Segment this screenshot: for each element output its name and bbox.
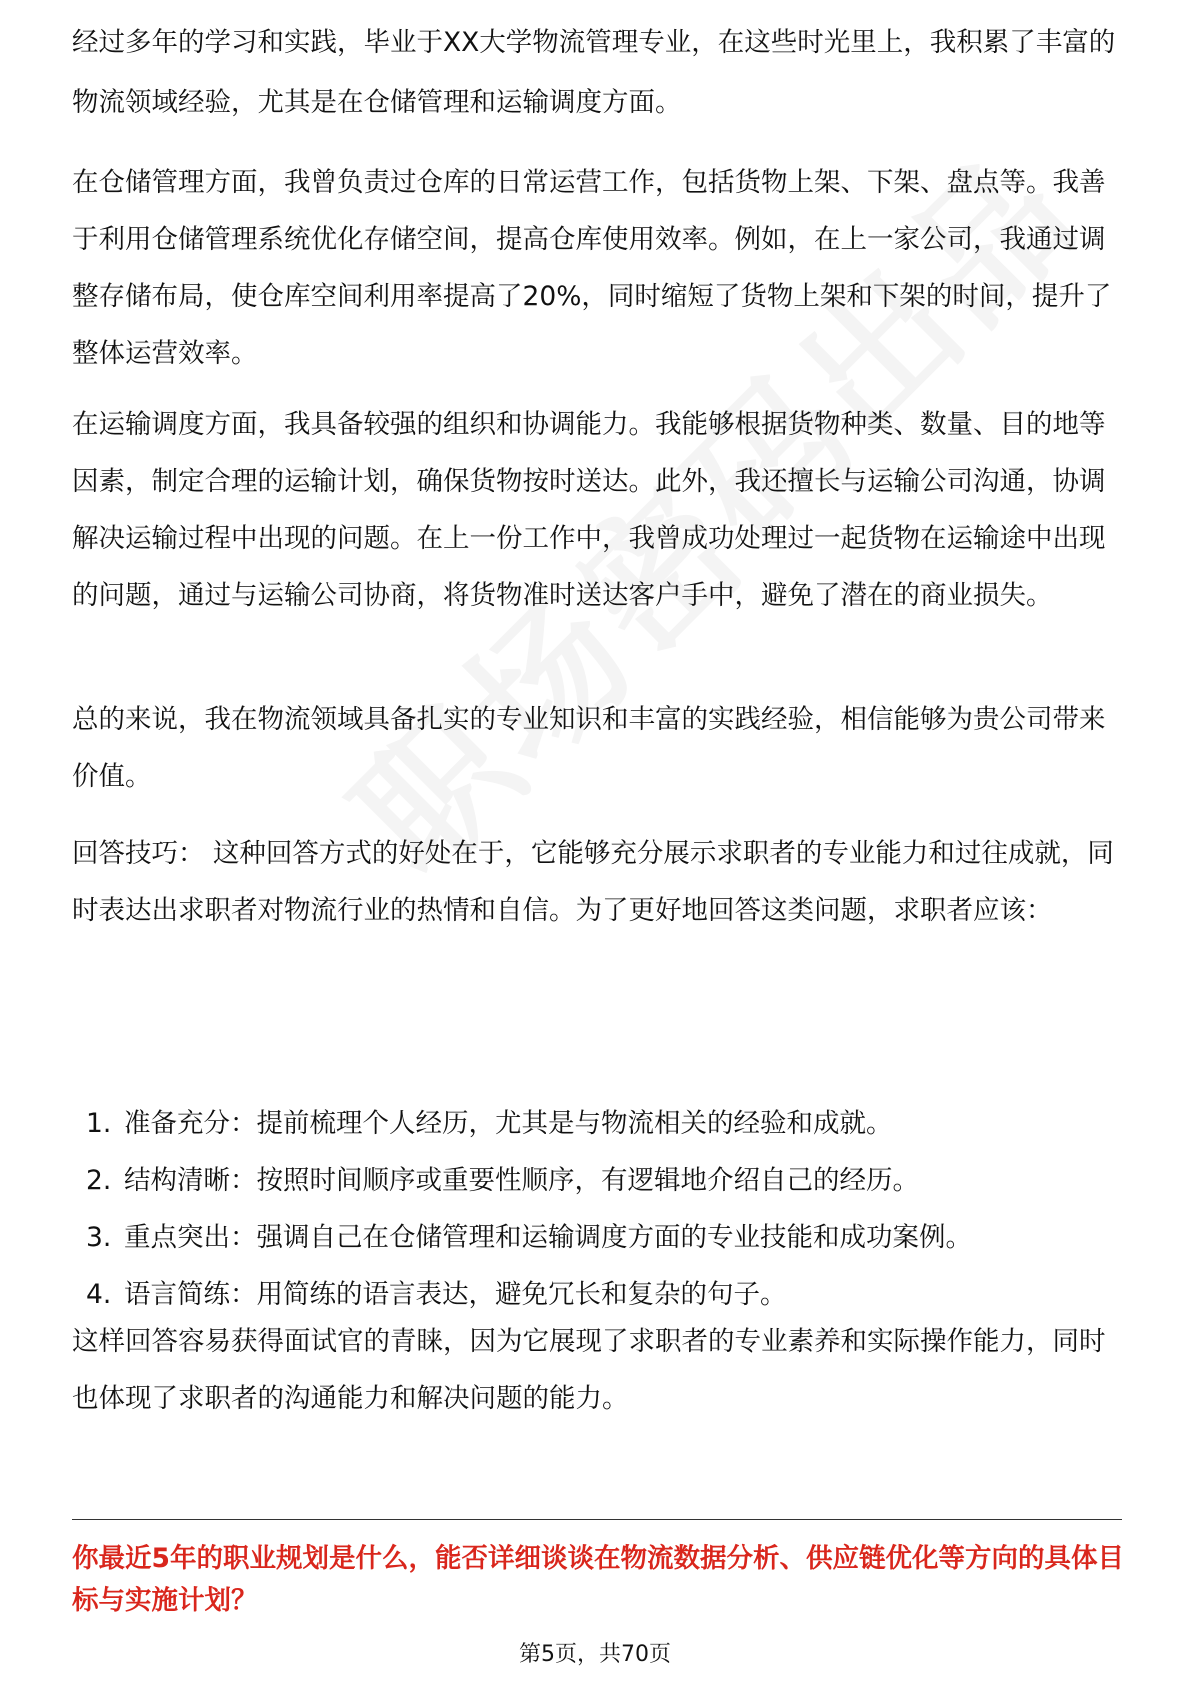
paragraph-transport: 在运输调度方面，我具备较强的组织和协调能力。我能够根据货物种类、数量、目的地等因素，制定合理的运输计划，确保货物按时送达。此外，我还擅长与运输公司沟通，协调解决运输过程中出现的问题。在上一份工作中，我曾成功处理过一起货物在运输途中出现的问题，通过与运输公司协商，将货物准时送达客户手中，避免了潜在的商业损失。 [72, 409, 1106, 611]
paragraph-warehouse: 在仓储管理方面，我曾负责过仓库的日常运营工作，包括货物上架、下架、盘点等。我善于利用仓储管理系统优化存储空间，提高仓库使用效率。例如，在上一家公司，我通过调整存储布局，使仓库空间利用率提高了20%，同时缩短了货物上架和下架的时间，提升了整体运营效率。 [72, 167, 1112, 369]
paragraph-closing: 这样回答容易获得面试官的青睐，因为它展现了求职者的专业素养和实际操作能力，同时也体现了求职者的沟通能力和解决问题的能力。 [72, 1326, 1106, 1414]
cut-off-line-text: 经过多年的学习和实践，毕业于XX大学物流管理专业，在这些时光里上，我积累了丰富的 [72, 27, 1116, 58]
list-item-number: 3. [86, 1222, 112, 1253]
list-item [72, 1152, 1122, 1209]
list-item-number: 4. [86, 1279, 112, 1310]
list-item-number: 2. [86, 1165, 112, 1196]
list-item-number: 1. [86, 1108, 112, 1139]
paragraph-summary: 总的来说，我在物流领域具备扎实的专业知识和丰富的实践经验，相信能够为贵公司带来价值。 [72, 704, 1106, 792]
list-item-text: 语言简练：用简练的语言表达，避免冗长和复杂的句子。 [124, 1279, 787, 1310]
section-divider [72, 1519, 1122, 1520]
list-item [72, 1095, 1122, 1152]
paragraph-experience: 物流领域经验，尤其是在仓储管理和运输调度方面。 [72, 87, 682, 118]
paragraph-answer-tips: 回答技巧： 这种回答方式的好处在于，它能够充分展示求职者的专业能力和过往成就，同时表达出求职者对物流行业的热情和自信。为了更好地回答这类问题，求职者应该： [72, 838, 1114, 926]
list-item-text: 准备充分：提前梳理个人经历，尤其是与物流相关的经验和成就。 [124, 1108, 893, 1139]
list-item [72, 1209, 1122, 1266]
list-item-text: 结构清晰：按照时间顺序或重要性顺序，有逻辑地介绍自己的经历。 [124, 1165, 919, 1196]
next-question-heading: 你最近5年的职业规划是什么，能否详细谈谈在物流数据分析、供应链优化等方向的具体目标与实施计划？ [72, 1543, 1124, 1616]
tips-list [72, 1095, 1122, 1323]
page-number-footer: 第5页，共70页 [519, 1642, 671, 1667]
cut-off-line [72, 26, 1122, 68]
list-item-text: 重点突出：强调自己在仓储管理和运输调度方面的专业技能和成功案例。 [124, 1222, 972, 1253]
